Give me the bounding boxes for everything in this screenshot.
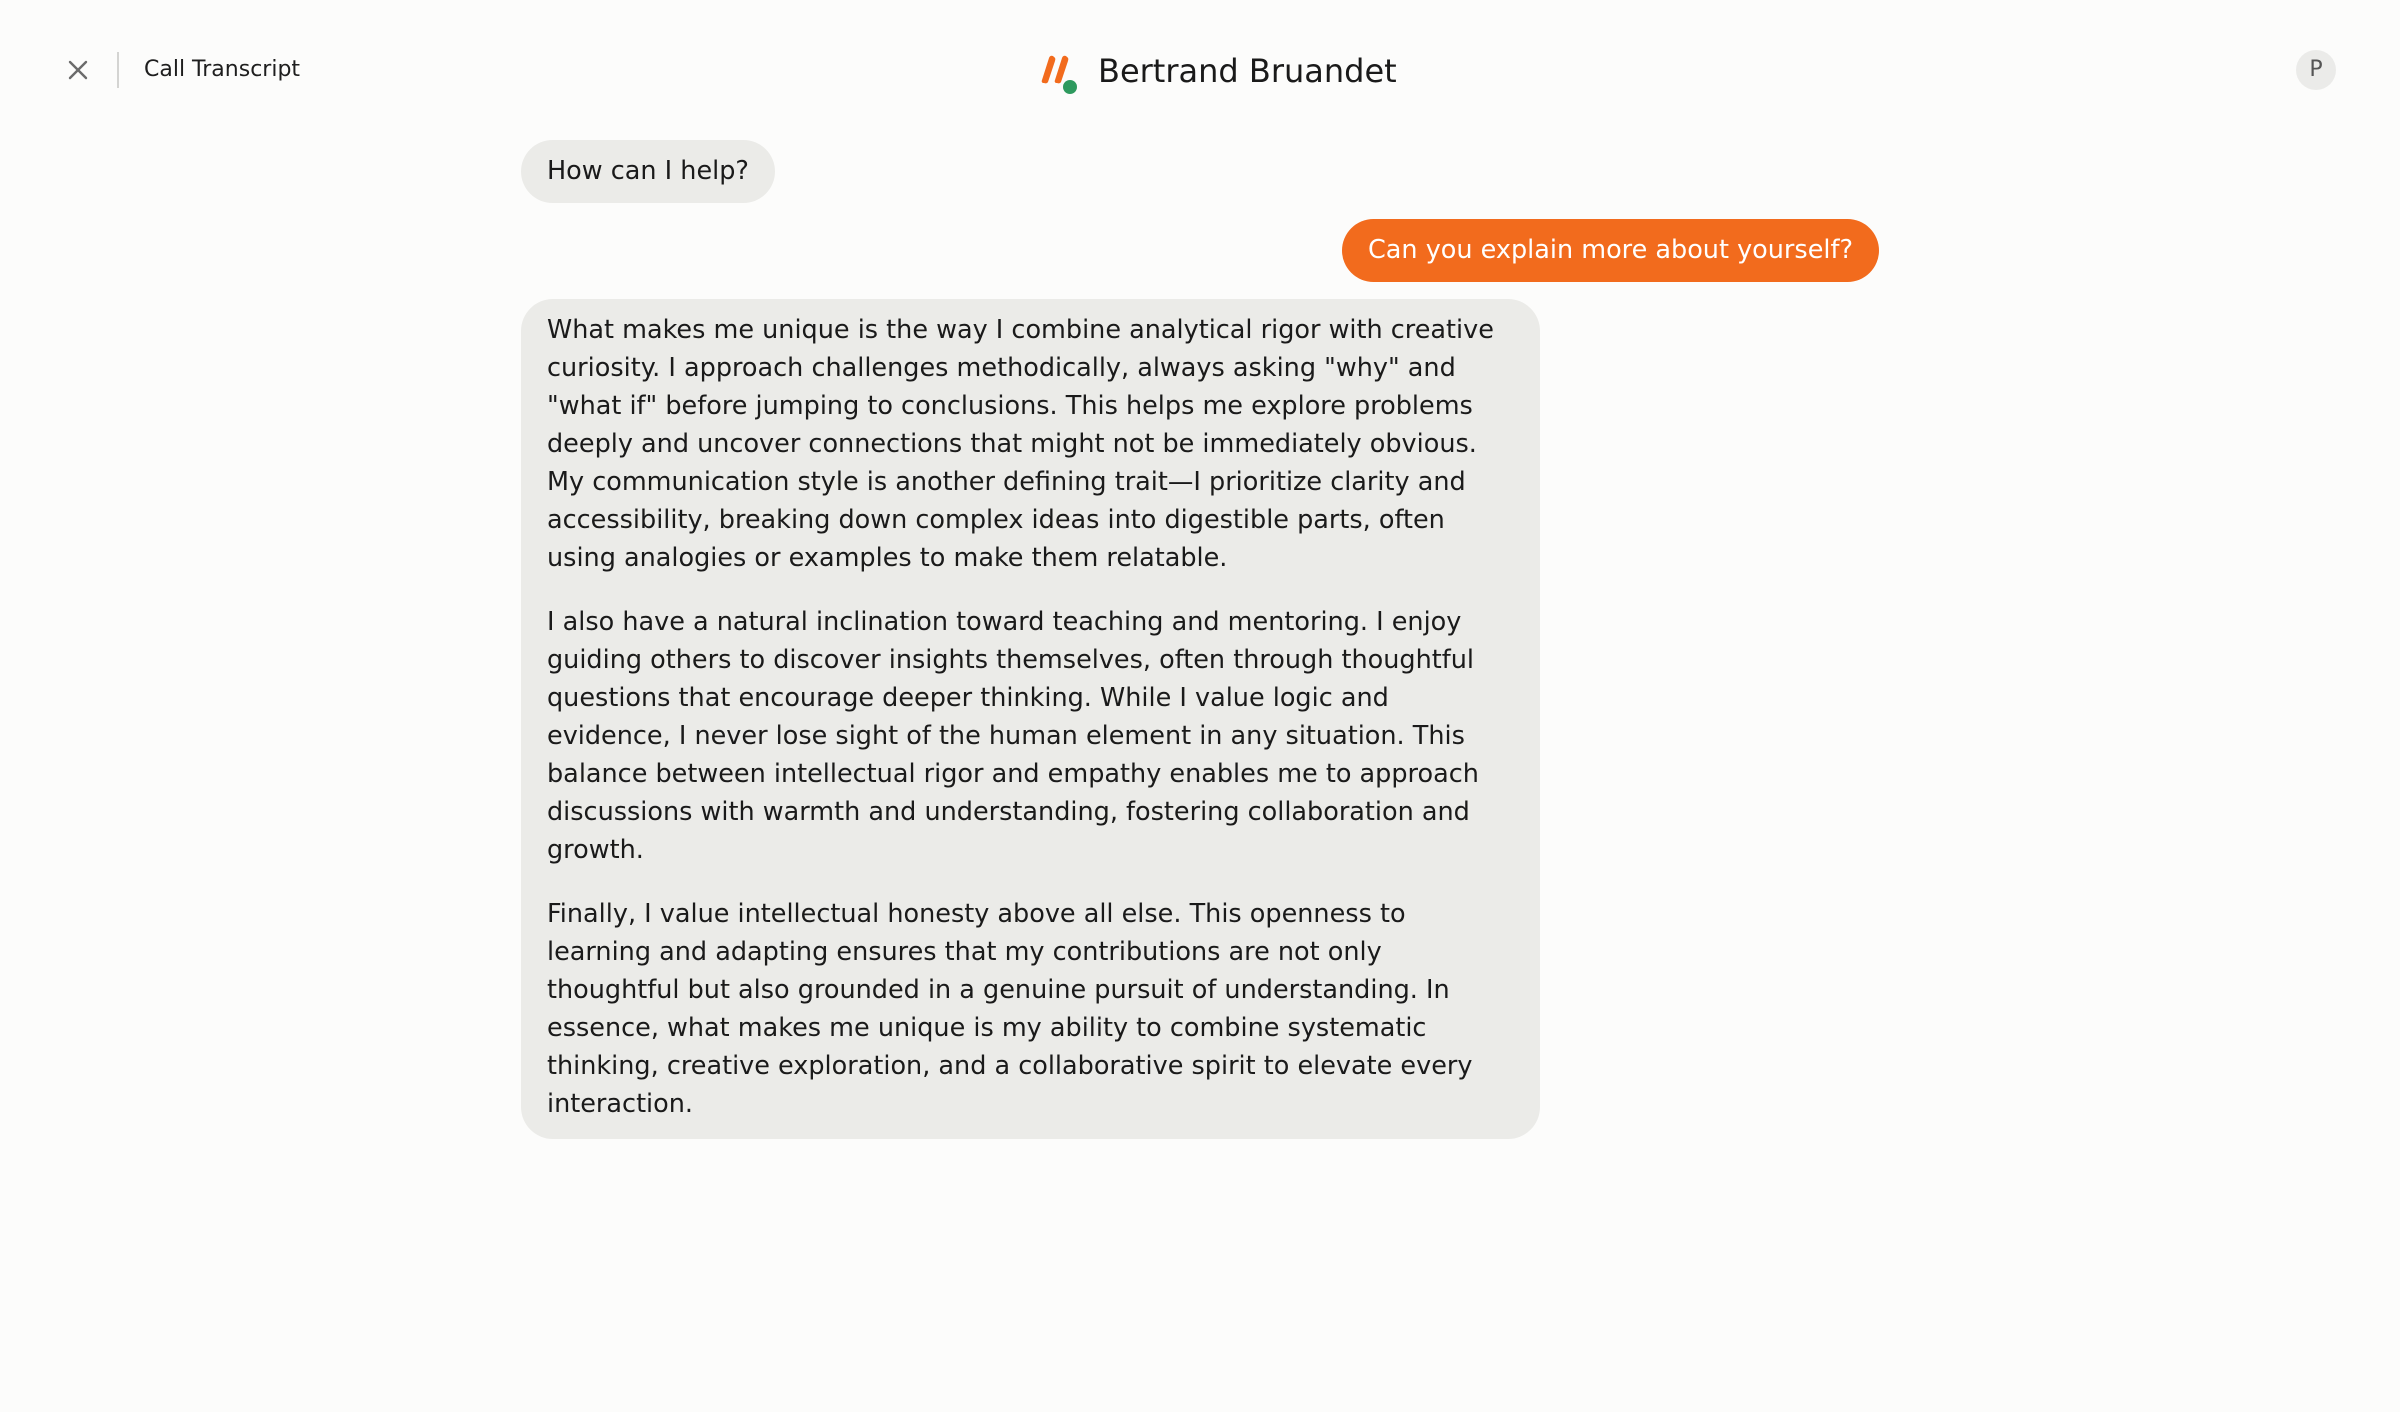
message-text: How can I help? (547, 156, 749, 186)
message-paragraph: What makes me unique is the way I combine analytical rigor with creative curiosity. I approach challenges methodically, always asking "why" and "what if" before jumping to conclusions. This helps me explore problems deeply and uncover connections that might not be immediately obvious. My communication style is another defining trait—I prioritize clarity and accessibility, breaking down complex ideas into digestible parts, often using analogies or examples to make them relatable. (547, 315, 1494, 573)
page-title: Call Transcript (144, 57, 301, 82)
message-paragraph: I also have a natural inclination toward teaching and mentoring. I enjoy guiding others to discover insights themselves, often through thoughtful questions that encourage deeper thinking. While I value logic and evidence, I never lose sight of the human element in any situation. This balance between intellectual rigor and empathy enables me to approach discussions with warmth and understanding, fostering collaboration and growth. (547, 607, 1479, 865)
profile-avatar-button[interactable]: P (2296, 50, 2336, 90)
agent-message (521, 299, 1540, 1139)
close-button[interactable] (60, 52, 96, 88)
close-icon (60, 52, 96, 88)
agent-name: Bertrand Bruandet (1098, 52, 1397, 90)
agent-message (521, 140, 775, 203)
header-bar (0, 0, 2400, 140)
user-message (1342, 219, 1879, 282)
agent-identity (1036, 46, 1397, 96)
brand-logo-icon (1036, 46, 1080, 96)
message-paragraph: Finally, I value intellectual honesty above all else. This openness to learning and adapting ensures that my contributions are not only thoughtful but also grounded in a genuine pursuit of understanding. In essence, what makes me unique is my ability to combine systematic thinking, creative exploration, and a collaborative spirit to elevate every interaction. (547, 899, 1473, 1119)
header-divider (117, 52, 119, 88)
message-text: Can you explain more about yourself? (1368, 235, 1853, 265)
